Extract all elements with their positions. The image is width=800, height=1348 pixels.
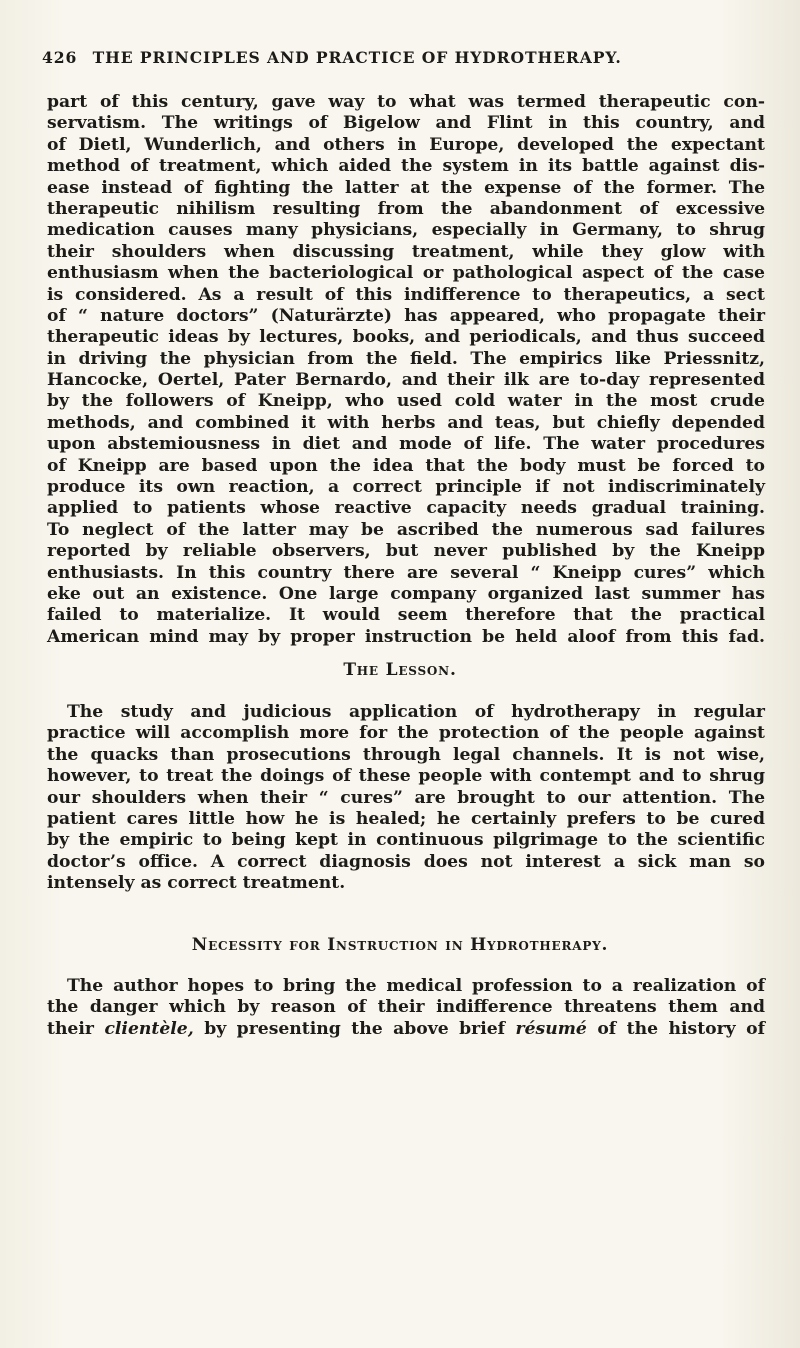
paragraph-2	[47, 702, 765, 895]
text-line: the danger which by reason of their indifference threatens them and	[47, 997, 765, 1018]
text-run: by presenting the above brief	[193, 1018, 516, 1039]
text-line: by the empiric to being kept in continuous pilgrimage to the scientific	[47, 830, 765, 851]
section-heading-necessity	[0, 935, 800, 955]
text-line: intensely as correct treatment.	[47, 873, 346, 894]
running-title: THE PRINCIPLES AND PRACTICE OF HYDROTHERAPY.	[92, 48, 622, 67]
text-line: produce its own reaction, a correct principle if not indiscriminately	[47, 477, 765, 498]
text-line: patient cares little how he is healed; he certainly prefers to be cured	[47, 808, 765, 829]
text-line: upon abstemiousness in diet and mode of life. The water procedures	[47, 434, 765, 455]
text-line: method of treatment, which aided the system in its battle against dis-	[47, 156, 765, 177]
text-line: reported by reliable observers, but never published by the Kneipp	[47, 541, 765, 562]
page-number: 426	[42, 48, 78, 67]
section-heading-lesson	[0, 660, 800, 680]
text-line: enthusiasts. In this country there are several “ Kneipp cures” which	[47, 562, 765, 583]
text-line: servatism. The writings of Bigelow and Flint in this country, and	[47, 113, 765, 134]
text-line: American mind may by proper instruction be held aloof from this fad.	[47, 626, 765, 647]
text-line: enthusiasm when the bacteriological or pathological aspect of the case	[47, 263, 765, 284]
text-line: To neglect of the latter may be ascribed the numerous sad failures	[47, 519, 765, 540]
text-run: of the history of	[586, 1018, 765, 1039]
paragraph-3	[47, 976, 765, 1040]
section-heading-text: The Lesson.	[343, 660, 457, 680]
paragraph-1	[47, 92, 765, 648]
text-line: their shoulders when discussing treatment, while they glow with	[47, 241, 765, 262]
text-run: their	[47, 1018, 105, 1039]
text-line: doctor’s office. A correct diagnosis does not interest a sick man so	[47, 851, 765, 872]
text-line: of Dietl, Wunderlich, and others in Europe, developed the expectant	[47, 134, 765, 155]
text-line: medication causes many physicians, especially in Germany, to shrug	[47, 220, 765, 241]
text-line: is considered. As a result of this indifference to therapeutics, a sect	[47, 284, 765, 305]
text-line: in driving the physician from the field. The empirics like Priessnitz,	[47, 348, 765, 369]
text-line: Hancocke, Oertel, Pater Bernardo, and their ilk are to-day represented	[47, 370, 765, 391]
text-line: The author hopes to bring the medical profession to a realization of	[67, 976, 765, 996]
section-heading-text: Necessity for Instruction in Hydrotherapy.	[191, 935, 609, 955]
text-line: our shoulders when their “ cures” are brought to our attention. The	[47, 787, 765, 808]
text-line: applied to patients whose reactive capacity needs gradual training.	[47, 498, 765, 519]
italic-term: clientèle,	[104, 1018, 194, 1039]
text-line: failed to materialize. It would seem therefore that the practical	[47, 605, 765, 626]
text-line-mixed	[47, 1019, 765, 1040]
text-line: methods, and combined it with herbs and teas, but chiefly depended	[47, 412, 765, 433]
text-line: of Kneipp are based upon the idea that the body must be forced to	[47, 455, 765, 476]
text-line: of “ nature doctors” (Naturärzte) has appeared, who propagate their	[47, 305, 765, 326]
text-line: eke out an existence. One large company organized last summer has	[47, 583, 765, 604]
text-line: by the followers of Kneipp, who used cold water in the most crude	[47, 391, 765, 412]
text-line: therapeutic nihilism resulting from the abandonment of excessive	[47, 198, 765, 219]
text-line: ease instead of fighting the latter at the expense of the former. The	[47, 177, 765, 198]
italic-term: résumé	[515, 1018, 587, 1039]
text-line: the quacks than prosecutions through legal channels. It is not wise,	[47, 744, 765, 765]
text-line: however, to treat the doings of these people with contempt and to shrug	[47, 766, 765, 787]
text-line: therapeutic ideas by lectures, books, and periodicals, and thus succeed	[47, 327, 765, 348]
text-line: practice will accomplish more for the protection of the people against	[47, 723, 765, 744]
text-line: part of this century, gave way to what was termed therapeutic con-	[47, 92, 765, 112]
text-line: The study and judicious application of hydrotherapy in regular	[67, 702, 765, 722]
running-header	[42, 48, 742, 67]
